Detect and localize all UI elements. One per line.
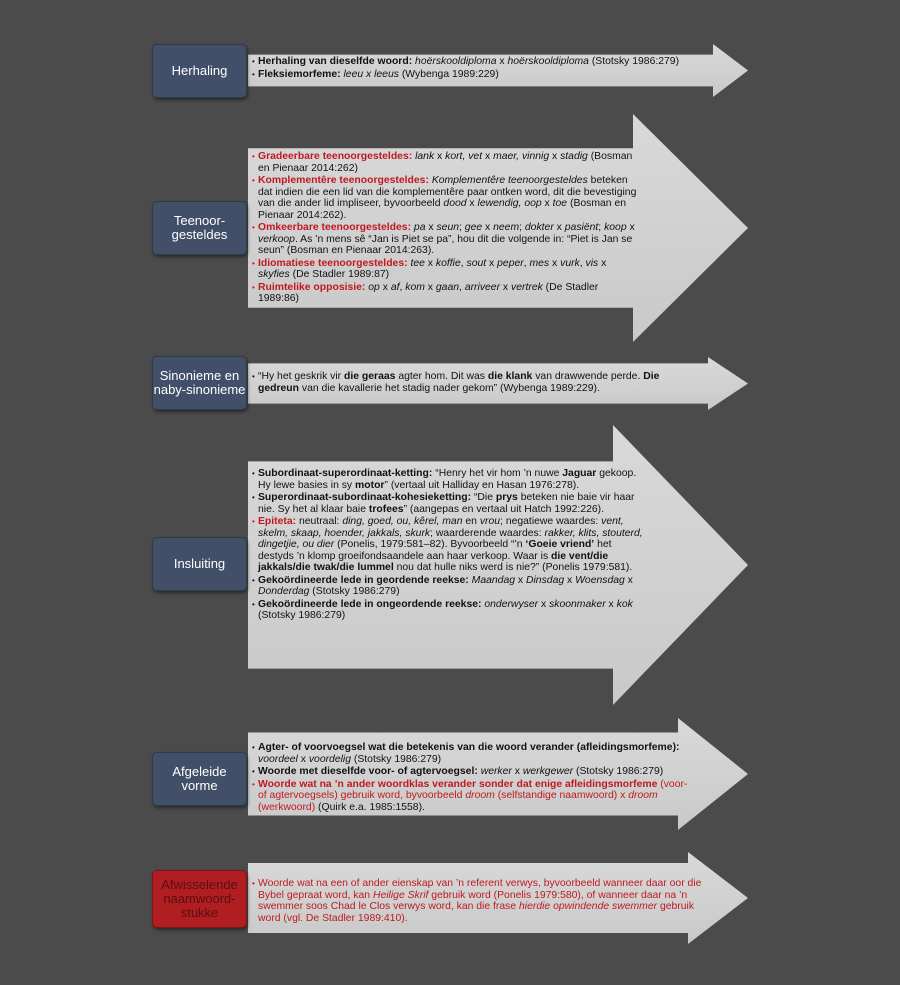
bullet-item: • Gekoördineerde lede in geordende reekse: Maandag x Dinsdag x Woensdag x Donderdag (Stotsky 1986:279) <box>252 575 647 598</box>
label-insluiting: Insluiting <box>152 537 247 591</box>
bullet-item: • “Hy het geskrik vir die geraas agter hom. Dit was die klank van drawwende perde. Die gedreun van die kavallerie het stadig nader gekom” (Wybenga 1989:229). <box>252 371 700 394</box>
label-afgeleide: Afgeleide vorme <box>152 752 247 806</box>
bullet-item: • Omkeerbare teenoorgesteldes: pa x seun; gee x neem; dokter x pasiënt; koop x verkoop. As ’n mens sê “Jan is Piet se pa”, hou dit die volgende in: “Piet is Jan se seun” (Bosman en Pienaar 2014:263). <box>252 222 637 257</box>
bullet-item: • Woorde wat na een of ander eienskap van ’n referent verwys, byvoorbeeld wanneer daar oor die Bybel gepraat word, kan Heilige Skrif gebruik word (Ponelis 1979:580), of wanneer daar na ’n swemmer soos Chad le Clos verwys word, kan die frase hierdie opwindende swemmer gebruik word (vgl. De Stadler 1989:410). <box>252 878 704 924</box>
bullet-item: • Subordinaat-superordinaat-ketting: “Henry het vir hom ’n nuwe Jaguar gekoop. Hy lewe basies in sy motor” (vertaal uit Halliday en Hasan 1976:278). <box>252 468 647 491</box>
label-herhaling: Herhaling <box>152 44 247 98</box>
content-teenoorgesteldes <box>252 151 637 306</box>
bullet-item: • Superordinaat-subordinaat-kohesieketting: “Die prys beteken nie baie vir haar nie. Sy het al klaar baie trofees” (aangepas en vertaal uit Hatch 1992:226). <box>252 492 647 515</box>
bullet-item: • Woorde met dieselfde voor- of agtervoegsel: werker x werkgewer (Stotsky 1986:279) <box>252 766 692 778</box>
content-herhaling <box>252 56 732 81</box>
bullet-item: • Fleksiemorfeme: leeu x leeus (Wybenga 1989:229) <box>252 69 732 81</box>
bullet-item: • Herhaling van dieselfde woord: hoërskooldiploma x hoërskooldiploma (Stotsky 1986:279) <box>252 56 732 68</box>
bullet-item: • Gradeerbare teenoorgesteldes: lank x kort, vet x maer, vinnig x stadig (Bosman en Pienaar 2014:262) <box>252 151 637 174</box>
content-insluiting <box>252 468 647 623</box>
bullet-item: • Komplementêre teenoorgesteldes: Komplementêre teenoorgesteldes beteken dat indien die een lid van die komplementêre paar ontken word, dit die bevestiging van die ander lid impliseer, byvoorbeeld dood x lewendig, oop x toe (Bosman en Pienaar 2014:262). <box>252 175 637 221</box>
content-afwisselende <box>252 878 704 925</box>
label-teenoorgesteldes: Teenoor-gesteldes <box>152 201 247 255</box>
label-sinonieme: Sinonieme en naby-sinonieme <box>152 356 247 410</box>
bullet-item: • Epiteta: neutraal: ding, goed, ou, kêrel, man en vrou; negatiewe waardes: vent, skelm, skaap, hoender, jakkals, skurk; waarderende waardes: rakker, klits, stouterd, dingetjie, ou dier (Ponelis, 1979:581–82). Byvoorbeeld “’n ‘Goeie vriend’ het destyds ’n klomp groeifondsaandele aan haar verkoop. Waar is die vent/die jakkals/die twak/die lummel nou dat hulle niks werd is nie?” (Ponelis 1979:581). <box>252 516 647 574</box>
bullet-item: • Agter- of voorvoegsel wat die betekenis van die woord verander (afleidingsmorfeme): voordeel x voordelig (Stotsky 1986:279) <box>252 742 692 765</box>
label-afwisselende: Afwisselende naamwoord-stukke <box>152 870 247 928</box>
bullet-item: • Gekoördineerde lede in ongeordende reekse: onderwyser x skoonmaker x kok (Stotsky 1986:279) <box>252 599 647 622</box>
bullet-item: • Woorde wat na ’n ander woordklas verander sonder dat enige afleidingsmorfeme (voor- of agtervoegsels) gebruik word, byvoorbeeld droom (selfstandige naamwoord) x droom (werkwoord) (Quirk e.a. 1985:1558). <box>252 779 692 814</box>
content-sinonieme <box>252 371 700 395</box>
content-afgeleide <box>252 742 692 814</box>
bullet-item: • Idiomatiese teenoorgesteldes: tee x koffie, sout x peper, mes x vurk, vis x skyfies (De Stadler 1989:87) <box>252 258 637 281</box>
bullet-item: • Ruimtelike opposisie: op x af, kom x gaan, arriveer x vertrek (De Stadler 1989:86) <box>252 282 637 305</box>
